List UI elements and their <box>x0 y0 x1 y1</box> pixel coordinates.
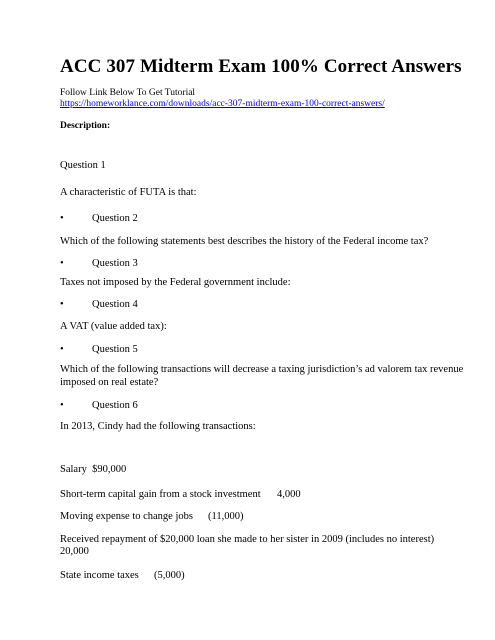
question-4-text: A VAT (value added tax): <box>60 321 167 332</box>
question-5-heading: Question 5 <box>92 344 138 355</box>
salary-row <box>60 463 126 476</box>
bullet-icon: • <box>60 213 64 224</box>
question-2-text: Which of the following statements best describes the history of the Federal income tax? <box>60 236 429 247</box>
bullet-icon: • <box>60 400 64 411</box>
salary-label: Salary <box>60 464 87 475</box>
salary-value: $90,000 <box>92 464 127 475</box>
description-label: Description: <box>60 121 111 131</box>
moving-expense-value: (11,000) <box>208 511 244 522</box>
question-1-heading: Question 1 <box>60 160 106 171</box>
question-3-text: Taxes not imposed by the Federal government include: <box>60 277 291 288</box>
question-2-bullet-item <box>60 212 138 225</box>
stcg-label: Short-term capital gain from a stock investment <box>60 489 261 500</box>
question-6-text: In 2013, Cindy had the following transactions: <box>60 421 256 432</box>
document-title: ACC 307 Midterm Exam 100% Correct Answers <box>60 56 462 77</box>
question-5-bullet-item <box>60 343 138 356</box>
bullet-icon: • <box>60 258 64 269</box>
question-4-heading: Question 4 <box>92 299 138 310</box>
question-3-bullet-item <box>60 257 138 270</box>
loan-repayment-text: Received repayment of $20,000 loan she made to her sister in 2009 (includes no interest) <box>60 534 435 545</box>
tutorial-link[interactable]: https://homeworklance.com/downloads/acc-307-midterm-exam-100-correct-answers/ <box>60 99 385 109</box>
question-6-heading: Question 6 <box>92 400 138 411</box>
question-6-bullet-item <box>60 399 138 412</box>
stcg-value: 4,000 <box>277 489 301 500</box>
moving-expense-label: Moving expense to change jobs <box>60 511 193 522</box>
loan-repayment-value: 20,000 <box>60 546 89 557</box>
bullet-icon: • <box>60 299 64 310</box>
question-1-text: A characteristic of FUTA is that: <box>60 187 197 198</box>
state-tax-value: (5,000) <box>154 570 185 581</box>
state-tax-label: State income taxes <box>60 570 139 581</box>
follow-link-text: Follow Link Below To Get Tutorial <box>60 88 196 98</box>
bullet-icon: • <box>60 344 64 355</box>
question-4-bullet-item <box>60 298 138 311</box>
question-5-text-line-1: Which of the following transactions will decrease a taxing jurisdiction’s ad valorem tax revenue <box>60 364 464 375</box>
question-5-text-line-2: imposed on real estate? <box>60 377 159 388</box>
question-3-heading: Question 3 <box>92 258 138 269</box>
question-2-heading: Question 2 <box>92 213 138 224</box>
